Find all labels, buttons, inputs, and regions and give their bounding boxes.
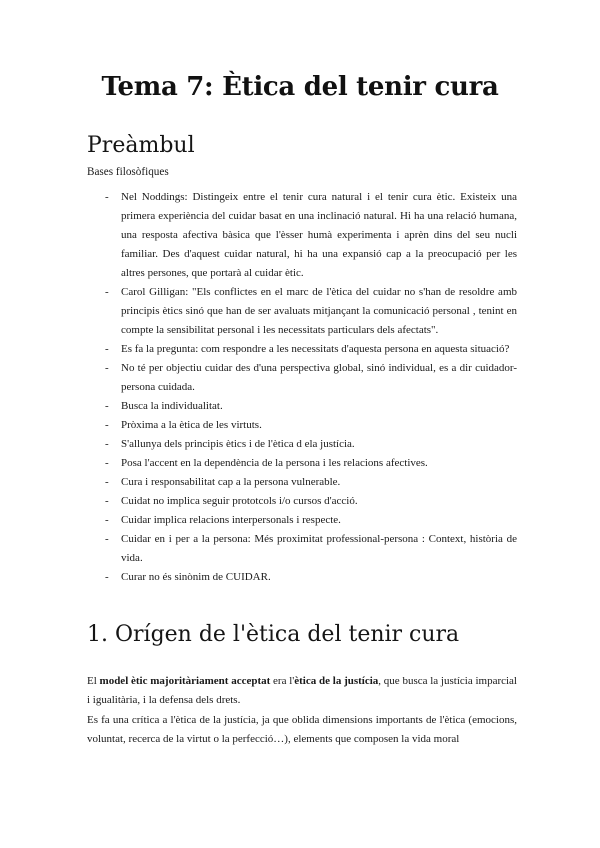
preamble-list bbox=[87, 188, 517, 587]
section1-paragraph-1: El model ètic majoritàriament acceptat era l'ètica de la justícia, que busca la justícia imparcial i igualitària, i la defensa dels drets. bbox=[87, 675, 517, 706]
preamble-heading: Preàmbul bbox=[87, 133, 195, 158]
list-item: - Cuidar implica relacions interpersonals i respecte. bbox=[87, 511, 517, 530]
dash-bullet: - bbox=[105, 419, 109, 431]
list-item: - Posa l'accent en la dependència de la persona i les relacions afectives. bbox=[87, 454, 517, 473]
dash-bullet: - bbox=[105, 343, 109, 355]
list-item: - Carol Gilligan: "Els conflictes en el marc de l'ètica del cuidar no s'han de resoldre amb principis ètics sinó que han de ser avaluats mitjançant la comunicació personal , tenint en compte la sensibilitat personal i les necessitats particulars dels afectats". bbox=[87, 283, 517, 340]
dash-bullet: - bbox=[105, 495, 109, 507]
dash-bullet: - bbox=[105, 533, 109, 545]
list-item: - Cuidat no implica seguir prototcols i/o cursos d'acció. bbox=[87, 492, 517, 511]
preamble-sublabel: Bases filosòfiques bbox=[87, 166, 169, 178]
list-item: - Nel Noddings: Distingeix entre el tenir cura natural i el tenir cura ètic. Existeix una primera experiència del cuidar basat en una inclinació natural. Hi ha una relació humana, una resposta afectiva bàsica que l'èsser humà experimenta i aprèn dins del seu nucli familiar. Des d'aquest cuidar natural, hi ha una expansió cap a la preocupació per les altres persones, que portarà al cuidar ètic. bbox=[87, 188, 517, 283]
dash-bullet: - bbox=[105, 362, 109, 374]
list-item: - Es fa la pregunta: com respondre a les necessitats d'aquesta persona en aquesta situació? bbox=[87, 340, 517, 359]
list-item: - Pròxima a la ètica de les virtuts. bbox=[87, 416, 517, 435]
dash-bullet: - bbox=[105, 476, 109, 488]
list-item: - S'allunya dels principis ètics i de l'ètica d ela justícia. bbox=[87, 435, 517, 454]
list-item: - No té per objectiu cuidar des d'una perspectiva global, sinó individual, es a dir cuidador-persona cuidada. bbox=[87, 359, 517, 397]
document-title: Tema 7: Ètica del tenir cura bbox=[101, 72, 499, 102]
dash-bullet: - bbox=[105, 400, 109, 412]
section1-paragraph-2: Es fa una crítica a l'ètica de la justícia, ja que oblida dimensions importants de l'ètica (emocions, voluntat, recerca de la virtut o la perfecció…), elements que composen la vida moral bbox=[87, 714, 517, 745]
bold-term: ètica de la justícia bbox=[294, 675, 379, 687]
list-item: - Cuidar en i per a la persona: Més proximitat professional-persona : Context, història de vida. bbox=[87, 530, 517, 568]
dash-bullet: - bbox=[105, 286, 109, 298]
section1-heading: 1. Orígen de l'ètica del tenir cura bbox=[87, 622, 460, 647]
dash-bullet: - bbox=[105, 571, 109, 583]
dash-bullet: - bbox=[105, 438, 109, 450]
list-item: - Busca la individualitat. bbox=[87, 397, 517, 416]
dash-bullet: - bbox=[105, 514, 109, 526]
dash-bullet: - bbox=[105, 191, 109, 203]
bold-term: model ètic majoritàriament acceptat bbox=[99, 675, 271, 687]
list-item: - Curar no és sinònim de CUIDAR. bbox=[87, 568, 517, 587]
list-item: - Cura i responsabilitat cap a la persona vulnerable. bbox=[87, 473, 517, 492]
dash-bullet: - bbox=[105, 457, 109, 469]
